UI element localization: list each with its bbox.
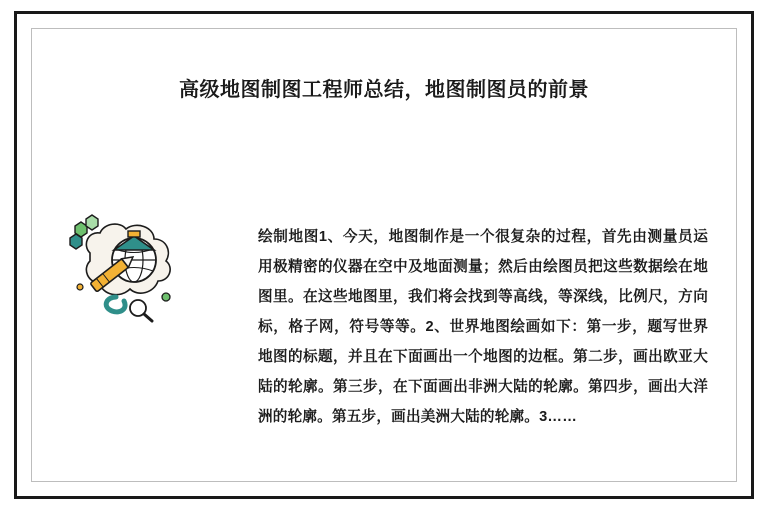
page-title: 高级地图制图工程师总结，地图制图员的前景 — [179, 79, 589, 101]
map-drawing-illustration — [62, 205, 192, 330]
body-paragraph: 绘制地图1、今天，地图制作是一个很复杂的过程，首先由测量员运用极精密的仪器在空中及地面测量；然后由绘图员把这些数据绘在地图里。在这些地图里，我们将会找到等高线，等深线，比例尺，方向标，格子网，符号等等。2、世界地图绘画如下：第一步，题写世界地图的标题，并且在下面画出一个地图的边框。第二步，画出欧亚大陆的轮廓。第三步，在下面画出非洲大陆的轮廓。第四步，画出大洋洲的轮廓。第五步，画出美洲大陆的轮廓。3…… — [258, 229, 708, 425]
